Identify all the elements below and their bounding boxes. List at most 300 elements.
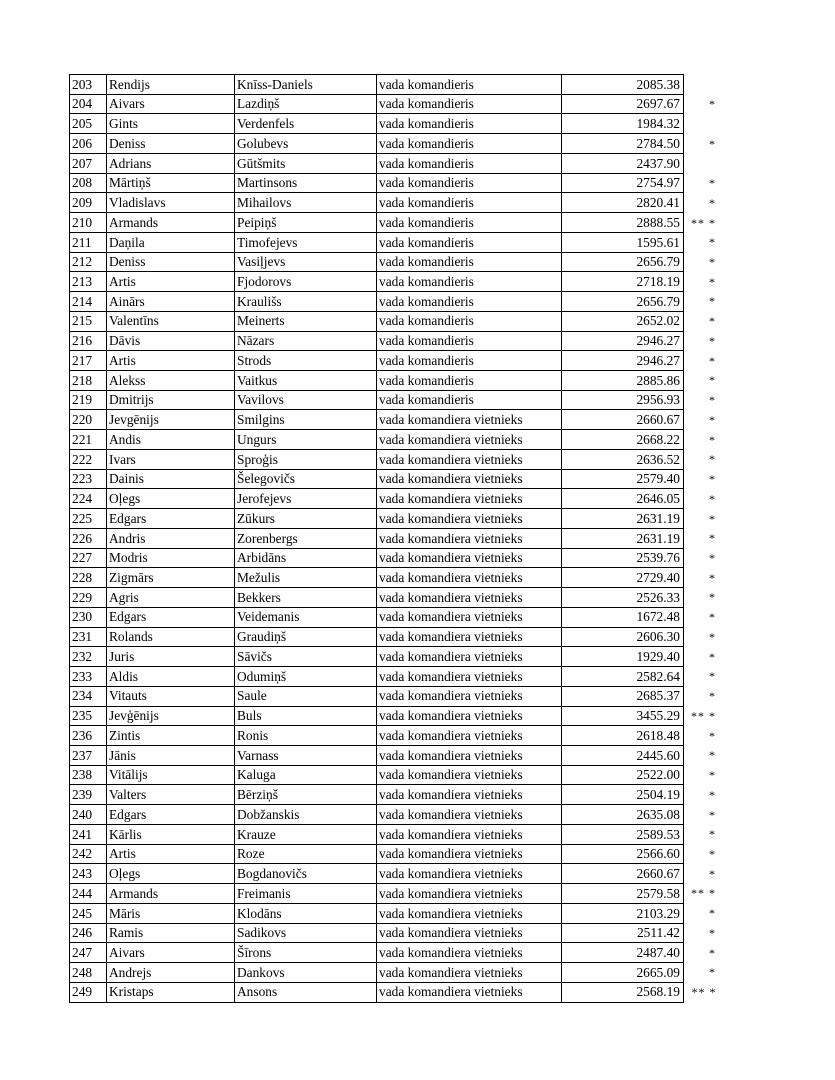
first-name-cell: Andris — [107, 528, 235, 548]
first-name-cell: Oļegs — [107, 489, 235, 509]
marker-cell: ** * — [691, 886, 716, 901]
table-row — [70, 390, 718, 410]
table-row — [70, 94, 718, 114]
row-number-cell: 239 — [70, 785, 107, 805]
table-row — [70, 430, 718, 450]
table-row — [70, 884, 718, 904]
row-number-cell: 240 — [70, 805, 107, 825]
position-cell: vada komandiera vietnieks — [377, 509, 562, 529]
first-name-cell: Kristaps — [107, 982, 235, 1002]
first-name-cell: Agris — [107, 588, 235, 608]
first-name-cell: Aldis — [107, 667, 235, 687]
first-name-cell: Valentīns — [107, 311, 235, 331]
first-name-cell: Alekss — [107, 371, 235, 391]
marker-cell: * — [709, 728, 716, 743]
row-number-cell: 246 — [70, 923, 107, 943]
first-name-cell: Zigmārs — [107, 568, 235, 588]
position-cell: vada komandiera vietnieks — [377, 765, 562, 785]
first-name-cell: Andrejs — [107, 963, 235, 983]
amount-cell: 3455.29 — [562, 706, 684, 726]
table-row — [70, 311, 718, 331]
first-name-cell: Dāvis — [107, 331, 235, 351]
last-name-cell: Roze — [235, 844, 377, 864]
table-row — [70, 509, 718, 529]
first-name-cell: Māris — [107, 903, 235, 923]
first-name-cell: Valters — [107, 785, 235, 805]
row-number-cell: 223 — [70, 469, 107, 489]
first-name-cell: Artis — [107, 272, 235, 292]
first-name-cell: Deniss — [107, 252, 235, 272]
table-row — [70, 410, 718, 430]
table-row — [70, 745, 718, 765]
marker-cell: * — [709, 669, 716, 684]
last-name-cell: Buls — [235, 706, 377, 726]
position-cell: vada komandiera vietnieks — [377, 706, 562, 726]
table-row — [70, 548, 718, 568]
table-row — [70, 686, 718, 706]
marker-cell — [684, 153, 718, 173]
marker-cell: * — [709, 491, 716, 506]
last-name-cell: Martinsons — [235, 173, 377, 193]
table-row — [70, 923, 718, 943]
marker-cell: * — [709, 787, 716, 802]
amount-cell: 2579.58 — [562, 884, 684, 904]
last-name-cell: Knīss-Daniels — [235, 75, 377, 95]
row-number-cell: 230 — [70, 607, 107, 627]
last-name-cell: Zorenbergs — [235, 528, 377, 548]
position-cell: vada komandiera vietnieks — [377, 528, 562, 548]
marker-cell: * — [709, 550, 716, 565]
last-name-cell: Saule — [235, 686, 377, 706]
position-cell: vada komandieris — [377, 272, 562, 292]
position-cell: vada komandieris — [377, 193, 562, 213]
row-number-cell: 204 — [70, 94, 107, 114]
marker-cell: * — [709, 511, 716, 526]
marker-cell: * — [709, 353, 716, 368]
position-cell: vada komandiera vietnieks — [377, 884, 562, 904]
last-name-cell: Sāvičs — [235, 647, 377, 667]
last-name-cell: Kaluga — [235, 765, 377, 785]
position-cell: vada komandiera vietnieks — [377, 903, 562, 923]
amount-cell: 2631.19 — [562, 509, 684, 529]
marker-cell: * — [709, 768, 716, 783]
first-name-cell: Aivars — [107, 94, 235, 114]
row-number-cell: 228 — [70, 568, 107, 588]
first-name-cell: Oļegs — [107, 864, 235, 884]
marker-cell: * — [709, 847, 716, 861]
first-name-cell: Vladislavs — [107, 193, 235, 213]
first-name-cell: Dmitrijs — [107, 390, 235, 410]
amount-cell: 2582.64 — [562, 667, 684, 687]
last-name-cell: Vavilovs — [235, 390, 377, 410]
table-row — [70, 371, 718, 391]
row-number-cell: 237 — [70, 745, 107, 765]
row-number-cell: 233 — [70, 667, 107, 687]
row-number-cell: 234 — [70, 686, 107, 706]
amount-cell: 2103.29 — [562, 903, 684, 923]
marker-cell: * — [709, 570, 716, 585]
marker-cell: * — [709, 254, 716, 269]
row-number-cell: 206 — [70, 134, 107, 154]
amount-cell: 2522.00 — [562, 765, 684, 785]
first-name-cell: Aivars — [107, 943, 235, 963]
amount-cell: 2946.27 — [562, 351, 684, 371]
first-name-cell: Ramis — [107, 923, 235, 943]
position-cell: vada komandiera vietnieks — [377, 864, 562, 884]
table-row — [70, 213, 718, 233]
row-number-cell: 242 — [70, 844, 107, 864]
row-number-cell: 215 — [70, 311, 107, 331]
table-row — [70, 963, 718, 983]
position-cell: vada komandiera vietnieks — [377, 686, 562, 706]
last-name-cell: Graudiņš — [235, 627, 377, 647]
last-name-cell: Klodāns — [235, 903, 377, 923]
position-cell: vada komandiera vietnieks — [377, 449, 562, 469]
position-cell: vada komandiera vietnieks — [377, 963, 562, 983]
table-row — [70, 272, 718, 292]
position-cell: vada komandiera vietnieks — [377, 844, 562, 864]
amount-cell: 2660.67 — [562, 410, 684, 430]
first-name-cell: Jevgēnijs — [107, 410, 235, 430]
marker-cell: * — [709, 235, 716, 250]
table-row — [70, 726, 718, 746]
marker-cell: * — [709, 748, 716, 763]
row-number-cell: 214 — [70, 292, 107, 312]
first-name-cell: Kārlis — [107, 824, 235, 844]
amount-cell: 2885.86 — [562, 371, 684, 391]
position-cell: vada komandieris — [377, 252, 562, 272]
last-name-cell: Šīrons — [235, 943, 377, 963]
first-name-cell: Modris — [107, 548, 235, 568]
last-name-cell: Odumiņš — [235, 667, 377, 687]
table-row — [70, 173, 718, 193]
marker-cell: * — [709, 333, 716, 348]
last-name-cell: Freimanis — [235, 884, 377, 904]
last-name-cell: Peipiņš — [235, 213, 377, 233]
position-cell: vada komandiera vietnieks — [377, 489, 562, 509]
last-name-cell: Krauze — [235, 824, 377, 844]
position-cell: vada komandiera vietnieks — [377, 607, 562, 627]
last-name-cell: Timofejevs — [235, 232, 377, 252]
amount-cell: 2784.50 — [562, 134, 684, 154]
amount-cell: 2487.40 — [562, 943, 684, 963]
first-name-cell: Artis — [107, 351, 235, 371]
first-name-cell: Vitauts — [107, 686, 235, 706]
last-name-cell: Smilgins — [235, 410, 377, 430]
table-row — [70, 785, 718, 805]
amount-cell: 2656.79 — [562, 252, 684, 272]
last-name-cell: Vaitkus — [235, 371, 377, 391]
personnel-table — [69, 74, 718, 1003]
last-name-cell: Bogdanovičs — [235, 864, 377, 884]
last-name-cell: Arbidāns — [235, 548, 377, 568]
first-name-cell: Armands — [107, 213, 235, 233]
marker-cell: * — [709, 195, 716, 210]
last-name-cell: Bērziņš — [235, 785, 377, 805]
position-cell: vada komandieris — [377, 173, 562, 193]
table-row — [70, 489, 718, 509]
row-number-cell: 229 — [70, 588, 107, 608]
table-row — [70, 449, 718, 469]
last-name-cell: Ansons — [235, 982, 377, 1002]
marker-cell: * — [709, 97, 716, 112]
amount-cell: 2697.67 — [562, 94, 684, 114]
row-number-cell: 210 — [70, 213, 107, 233]
amount-cell: 1595.61 — [562, 232, 684, 252]
position-cell: vada komandiera vietnieks — [377, 588, 562, 608]
amount-cell: 2636.52 — [562, 449, 684, 469]
last-name-cell: Ronis — [235, 726, 377, 746]
position-cell: vada komandieris — [377, 232, 562, 252]
table-row — [70, 903, 718, 923]
first-name-cell: Zintis — [107, 726, 235, 746]
marker-cell: * — [709, 274, 716, 289]
first-name-cell: Ainārs — [107, 292, 235, 312]
last-name-cell: Mežulis — [235, 568, 377, 588]
marker-cell: * — [709, 373, 716, 388]
row-number-cell: 211 — [70, 232, 107, 252]
amount-cell: 2652.02 — [562, 311, 684, 331]
table-row — [70, 805, 718, 825]
table-row — [70, 943, 718, 963]
personnel-table-body — [70, 75, 718, 1003]
table-row — [70, 824, 718, 844]
first-name-cell: Edgars — [107, 509, 235, 529]
marker-cell: * — [709, 629, 716, 644]
first-name-cell: Mārtiņš — [107, 173, 235, 193]
last-name-cell: Jerofejevs — [235, 489, 377, 509]
amount-cell: 2956.93 — [562, 390, 684, 410]
row-number-cell: 207 — [70, 153, 107, 173]
amount-cell: 2635.08 — [562, 805, 684, 825]
position-cell: vada komandiera vietnieks — [377, 785, 562, 805]
table-row — [70, 607, 718, 627]
marker-cell — [684, 75, 718, 95]
position-cell: vada komandiera vietnieks — [377, 726, 562, 746]
marker-cell: ** * — [691, 708, 716, 723]
position-cell: vada komandiera vietnieks — [377, 647, 562, 667]
table-row — [70, 193, 718, 213]
row-number-cell: 209 — [70, 193, 107, 213]
table-row — [70, 134, 718, 154]
marker-cell: * — [709, 925, 716, 940]
position-cell: vada komandiera vietnieks — [377, 805, 562, 825]
position-cell: vada komandiera vietnieks — [377, 627, 562, 647]
last-name-cell: Varnass — [235, 745, 377, 765]
amount-cell: 2888.55 — [562, 213, 684, 233]
first-name-cell: Edgars — [107, 805, 235, 825]
table-row — [70, 232, 718, 252]
last-name-cell: Golubevs — [235, 134, 377, 154]
row-number-cell: 213 — [70, 272, 107, 292]
marker-cell: * — [709, 689, 716, 704]
first-name-cell: Rolands — [107, 627, 235, 647]
table-row — [70, 153, 718, 173]
marker-cell: * — [709, 590, 716, 605]
first-name-cell: Dainis — [107, 469, 235, 489]
amount-cell: 2568.19 — [562, 982, 684, 1002]
last-name-cell: Sadikovs — [235, 923, 377, 943]
marker-cell: * — [709, 393, 716, 408]
position-cell: vada komandieris — [377, 134, 562, 154]
row-number-cell: 245 — [70, 903, 107, 923]
last-name-cell: Verdenfels — [235, 114, 377, 134]
last-name-cell: Zūkurs — [235, 509, 377, 529]
row-number-cell: 219 — [70, 390, 107, 410]
amount-cell: 2820.41 — [562, 193, 684, 213]
table-row — [70, 528, 718, 548]
table-row — [70, 114, 718, 134]
first-name-cell: Rendijs — [107, 75, 235, 95]
table-row — [70, 765, 718, 785]
table-row — [70, 351, 718, 371]
position-cell: vada komandieris — [377, 94, 562, 114]
marker-cell: * — [709, 807, 716, 822]
row-number-cell: 227 — [70, 548, 107, 568]
row-number-cell: 231 — [70, 627, 107, 647]
row-number-cell: 216 — [70, 331, 107, 351]
last-name-cell: Nāzars — [235, 331, 377, 351]
row-number-cell: 221 — [70, 430, 107, 450]
row-number-cell: 225 — [70, 509, 107, 529]
amount-cell: 2668.22 — [562, 430, 684, 450]
row-number-cell: 203 — [70, 75, 107, 95]
row-number-cell: 232 — [70, 647, 107, 667]
marker-cell: * — [709, 610, 716, 625]
marker-cell: ** * — [691, 215, 716, 230]
row-number-cell: 248 — [70, 963, 107, 983]
row-number-cell: 247 — [70, 943, 107, 963]
position-cell: vada komandiera vietnieks — [377, 824, 562, 844]
last-name-cell: Bekkers — [235, 588, 377, 608]
row-number-cell: 244 — [70, 884, 107, 904]
position-cell: vada komandiera vietnieks — [377, 568, 562, 588]
amount-cell: 2718.19 — [562, 272, 684, 292]
last-name-cell: Šelegovičs — [235, 469, 377, 489]
table-row — [70, 647, 718, 667]
position-cell: vada komandieris — [377, 292, 562, 312]
first-name-cell: Jevģēnijs — [107, 706, 235, 726]
amount-cell: 2646.05 — [562, 489, 684, 509]
marker-cell — [684, 114, 718, 134]
row-number-cell: 238 — [70, 765, 107, 785]
first-name-cell: Gints — [107, 114, 235, 134]
amount-cell: 2631.19 — [562, 528, 684, 548]
first-name-cell: Edgars — [107, 607, 235, 627]
position-cell: vada komandieris — [377, 213, 562, 233]
amount-cell: 2085.38 — [562, 75, 684, 95]
last-name-cell: Veidemanis — [235, 607, 377, 627]
marker-cell: * — [709, 176, 716, 191]
row-number-cell: 241 — [70, 824, 107, 844]
marker-cell: * — [709, 452, 716, 467]
last-name-cell: Gūtšmits — [235, 153, 377, 173]
first-name-cell: Daņila — [107, 232, 235, 252]
position-cell: vada komandieris — [377, 153, 562, 173]
position-cell: vada komandiera vietnieks — [377, 982, 562, 1002]
table-row — [70, 252, 718, 272]
table-row — [70, 588, 718, 608]
row-number-cell: 224 — [70, 489, 107, 509]
table-row — [70, 627, 718, 647]
first-name-cell: Deniss — [107, 134, 235, 154]
table-row — [70, 706, 718, 726]
amount-cell: 2437.90 — [562, 153, 684, 173]
row-number-cell: 226 — [70, 528, 107, 548]
marker-cell: * — [709, 294, 716, 309]
amount-cell: 2526.33 — [562, 588, 684, 608]
position-cell: vada komandieris — [377, 351, 562, 371]
amount-cell: 2656.79 — [562, 292, 684, 312]
marker-cell: * — [709, 827, 716, 842]
amount-cell: 1672.48 — [562, 607, 684, 627]
first-name-cell: Ivars — [107, 449, 235, 469]
marker-cell: ** * — [691, 985, 717, 1000]
marker-cell: * — [709, 965, 716, 980]
table-row — [70, 844, 718, 864]
amount-cell: 1984.32 — [562, 114, 684, 134]
marker-cell: * — [709, 866, 716, 881]
amount-cell: 2539.76 — [562, 548, 684, 568]
amount-cell: 2579.40 — [562, 469, 684, 489]
last-name-cell: Vasiļjevs — [235, 252, 377, 272]
first-name-cell: Vitālijs — [107, 765, 235, 785]
position-cell: vada komandiera vietnieks — [377, 745, 562, 765]
amount-cell: 2618.48 — [562, 726, 684, 746]
last-name-cell: Meinerts — [235, 311, 377, 331]
marker-cell: * — [709, 649, 716, 664]
first-name-cell: Adrians — [107, 153, 235, 173]
first-name-cell: Armands — [107, 884, 235, 904]
amount-cell: 2946.27 — [562, 331, 684, 351]
position-cell: vada komandiera vietnieks — [377, 667, 562, 687]
amount-cell: 1929.40 — [562, 647, 684, 667]
row-number-cell: 220 — [70, 410, 107, 430]
first-name-cell: Jānis — [107, 745, 235, 765]
marker-cell: * — [709, 531, 716, 546]
table-row — [70, 864, 718, 884]
amount-cell: 2504.19 — [562, 785, 684, 805]
position-cell: vada komandieris — [377, 114, 562, 134]
amount-cell: 2729.40 — [562, 568, 684, 588]
table-row — [70, 469, 718, 489]
last-name-cell: Kraulišs — [235, 292, 377, 312]
marker-cell: * — [709, 945, 716, 960]
position-cell: vada komandiera vietnieks — [377, 923, 562, 943]
position-cell: vada komandiera vietnieks — [377, 410, 562, 430]
marker-cell: * — [709, 432, 716, 447]
amount-cell: 2660.67 — [562, 864, 684, 884]
row-number-cell: 208 — [70, 173, 107, 193]
position-cell: vada komandiera vietnieks — [377, 548, 562, 568]
row-number-cell: 205 — [70, 114, 107, 134]
last-name-cell: Sproģis — [235, 449, 377, 469]
row-number-cell: 217 — [70, 351, 107, 371]
row-number-cell: 236 — [70, 726, 107, 746]
row-number-cell: 249 — [70, 982, 107, 1002]
row-number-cell: 218 — [70, 371, 107, 391]
marker-cell: * — [709, 472, 716, 487]
table-row — [70, 292, 718, 312]
last-name-cell: Lazdiņš — [235, 94, 377, 114]
position-cell: vada komandieris — [377, 371, 562, 391]
table-row — [70, 331, 718, 351]
last-name-cell: Dobžanskis — [235, 805, 377, 825]
position-cell: vada komandiera vietnieks — [377, 469, 562, 489]
table-row — [70, 568, 718, 588]
amount-cell: 2665.09 — [562, 963, 684, 983]
position-cell: vada komandieris — [377, 311, 562, 331]
